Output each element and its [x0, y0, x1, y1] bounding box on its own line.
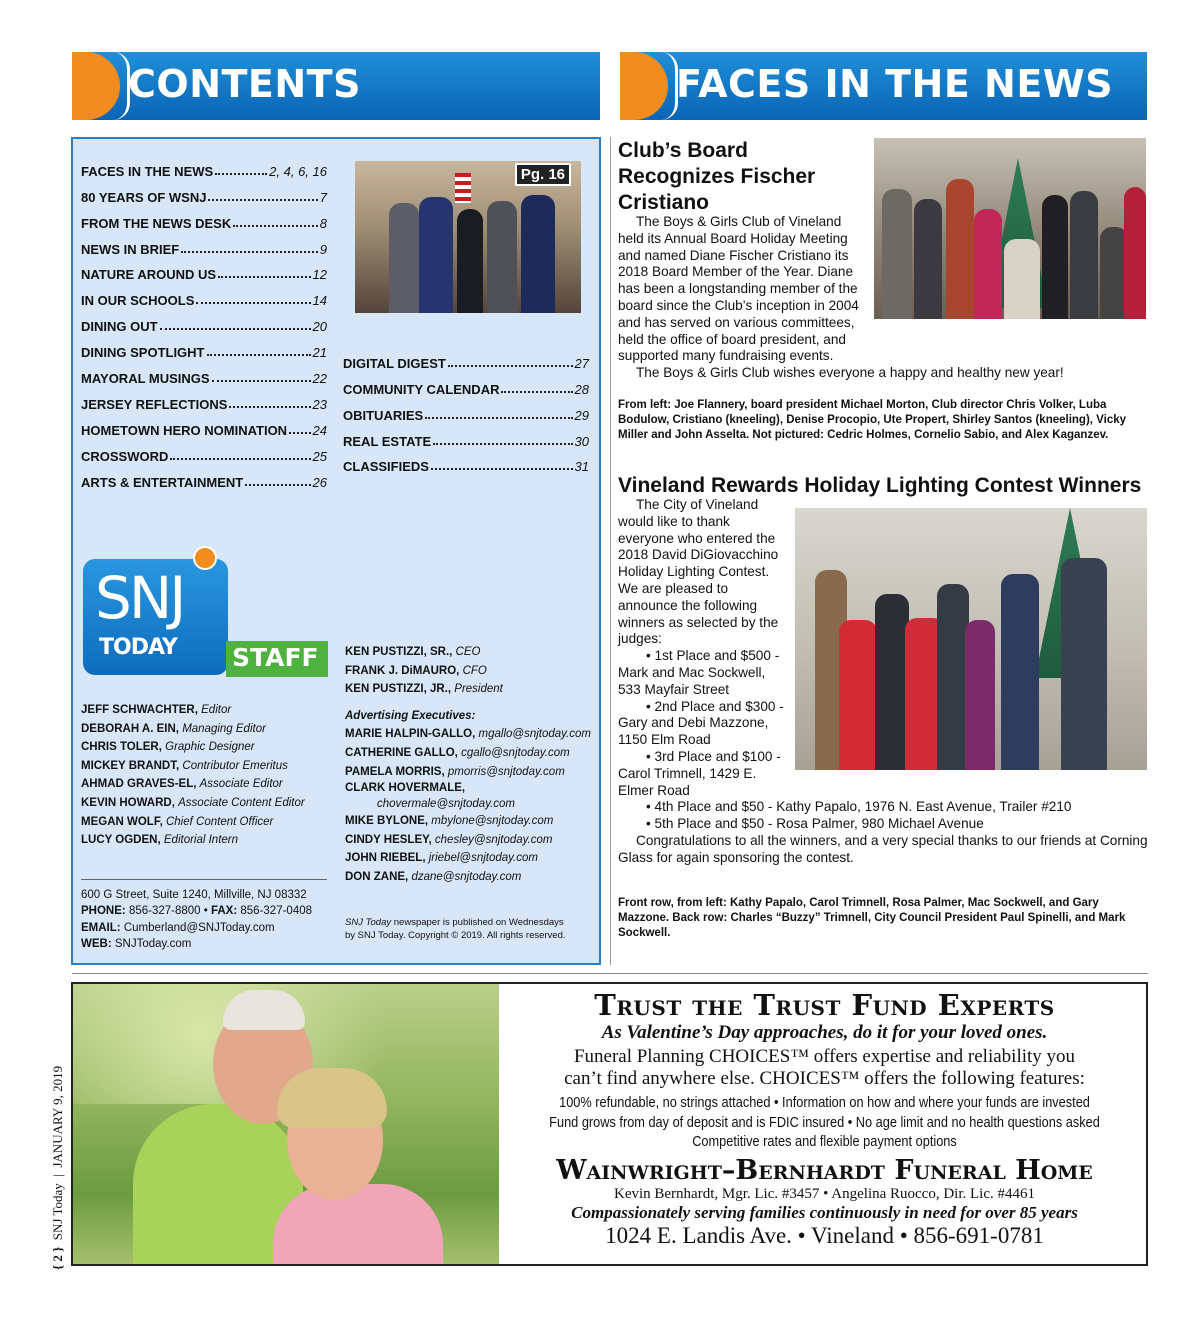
- toc-leader: [170, 458, 310, 460]
- toc-leader: [431, 468, 573, 470]
- email-link[interactable]: dzane@snjtoday.com: [411, 870, 522, 883]
- toc-page-number: 8: [319, 215, 327, 231]
- toc-leader: [181, 251, 318, 253]
- street-address: 600 G Street, Suite 1240, Millville, NJ 08332: [81, 889, 307, 901]
- toc-entry[interactable]: [81, 179, 327, 205]
- advertising-executive: MIKE BYLONE, mbylone@snjtoday.com: [345, 815, 554, 828]
- publication-note: SNJ Today newspaper is published on Wednesdays by SNJ Today. Copyright © 2019. All rights reserved.: [345, 917, 566, 941]
- toc-label: CROSSWORD: [81, 448, 169, 464]
- snj-today-logo: [83, 559, 228, 675]
- staff-member: CHRIS TOLER, Graphic Designer: [81, 741, 255, 754]
- toc-label: HOMETOWN HERO NOMINATION: [81, 422, 288, 438]
- toc-entry[interactable]: [81, 282, 327, 308]
- toc-page-number: 23: [312, 396, 327, 412]
- logo-dot-decoration: [193, 546, 217, 570]
- article-headline: Vineland Rewards Holiday Lighting Contest Winners: [618, 474, 1142, 497]
- executive-member: KEN PUSTIZZI, SR., CEO: [345, 646, 481, 658]
- toc-label: NEWS IN BRIEF: [81, 241, 180, 257]
- advertising-executive: CATHERINE GALLO, cgallo@snjtoday.com: [345, 746, 570, 759]
- toc-entry[interactable]: [343, 449, 589, 475]
- toc-page-number: 9: [319, 241, 327, 257]
- toc-label: COMMUNITY CALENDAR: [343, 381, 500, 397]
- toc-entry[interactable]: [81, 386, 327, 412]
- lighting-article-body: [618, 497, 1148, 867]
- executive-member: KEN PUSTIZZI, JR., President: [345, 683, 503, 696]
- toc-right-list: [343, 345, 589, 474]
- banner-tab-decoration: [72, 52, 120, 120]
- couple-photo: [73, 984, 499, 1264]
- toc-label: FROM THE NEWS DESK: [81, 215, 232, 231]
- column-divider: [610, 137, 611, 965]
- ad-body-line: Funeral Planning CHOICES™ offers expertise and reliability you: [573, 1046, 1076, 1067]
- toc-photo[interactable]: [355, 161, 581, 313]
- toc-page-number: 22: [312, 371, 327, 387]
- toc-leader: [229, 406, 310, 408]
- page-number: { 2 }: [50, 1246, 65, 1270]
- executive-member: FRANK J. DiMAURO, CFO: [345, 664, 487, 677]
- email-link[interactable]: chesley@snjtoday.com: [434, 833, 553, 846]
- toc-left-list: [81, 153, 327, 490]
- toc-leader: [448, 365, 573, 367]
- toc-label: MAYORAL MUSINGS: [81, 371, 210, 387]
- section-divider: [72, 973, 1148, 974]
- funeral-home-advertisement[interactable]: [71, 982, 1148, 1266]
- club-article-body: [618, 214, 1148, 382]
- phone-number[interactable]: 856-327-8800: [128, 905, 201, 918]
- toc-entry[interactable]: [343, 397, 589, 423]
- lighting-contest-article: [618, 473, 1158, 499]
- toc-page-number: 24: [312, 422, 327, 438]
- winner-item: • 5th Place and $50 - Rosa Palmer, 980 Michael Avenue: [646, 816, 984, 832]
- toc-leader: [245, 484, 310, 486]
- winner-item: • 3rd Place and $100 - Carol Trimnell, 1429 E. Elmer Road: [618, 748, 781, 798]
- toc-entry[interactable]: [343, 423, 589, 449]
- staff-member: MICKEY BRANDT, Contributor Emeritus: [81, 759, 288, 772]
- article-paragraph: The Boys & Girls Club of Vineland held its Annual Board Holiday Meeting and named Diane Fischer Cristiano its 2018 Board Member of the Year. Diane has been a longstanding member of the board since the Club’s inception in 2004 and has served on various committees, held the office of board president, and supported many fundraising events.: [618, 214, 859, 364]
- toc-leader: [433, 443, 572, 445]
- toc-label: NATURE AROUND US: [81, 267, 217, 283]
- divider: [81, 879, 327, 880]
- toc-page-number: 28: [574, 381, 589, 397]
- email-link[interactable]: mgallo@snjtoday.com: [478, 728, 591, 741]
- advertising-executive: JOHN RIEBEL, jriebel@snjtoday.com: [345, 852, 538, 865]
- toc-entry[interactable]: [81, 308, 327, 334]
- toc-leader: [207, 354, 311, 356]
- contents-heading: CONTENTS: [128, 62, 361, 106]
- toc-label: OBITUARIES: [343, 407, 424, 423]
- toc-entry[interactable]: [81, 257, 327, 283]
- winner-item: • 4th Place and $50 - Kathy Papalo, 1976 N. East Avenue, Trailer #210: [646, 799, 1072, 815]
- toc-page-number: 2, 4, 6, 16: [269, 163, 327, 179]
- club-photo-caption: From left: Joe Flannery, board president Michael Morton, Club director Chris Volker, Luba Bodulow, Cristiano (kneeling), Denise Procopio, Ute Propert, Shirley Santos (kneeling), Vicky Miller and John Asselta. Not pictured: Cedric Holmes, Cornelio Sabio, and Alex Kaganzev.: [618, 399, 1127, 442]
- page-badge: Pg. 16: [515, 163, 571, 186]
- toc-entry[interactable]: [81, 360, 327, 386]
- staff-list-executive: [345, 643, 595, 887]
- advertising-heading: Advertising Executives:: [345, 709, 476, 722]
- staff-member: LUCY OGDEN, Editorial Intern: [81, 834, 239, 847]
- staff-label: STAFF: [226, 641, 328, 677]
- toc-page-number: 27: [574, 355, 589, 371]
- funeral-home-name: Wainwright–Bernhardt Funeral Home: [556, 1154, 1093, 1186]
- staff-member: AHMAD GRAVES-EL, Associate Editor: [81, 778, 283, 791]
- toc-page-number: 14: [312, 293, 327, 309]
- toc-entry[interactable]: [81, 153, 327, 179]
- winners-list: [618, 648, 1148, 833]
- logo-today-text: TODAY: [99, 635, 177, 660]
- ad-subtitle: As Valentine’s Day approaches, do it for your loved ones.: [601, 1022, 1048, 1043]
- toc-label: IN OUR SCHOOLS: [81, 293, 195, 309]
- toc-label: DINING OUT: [81, 319, 158, 335]
- staff-member: DEBORAH A. EIN, Managing Editor: [81, 722, 266, 735]
- page-footer: { 2 } SNJ Today | JANUARY 9, 2019: [50, 1065, 65, 1270]
- ad-address-phone[interactable]: 1024 E. Landis Ave. • Vineland • 856-691-0781: [605, 1222, 1044, 1248]
- toc-leader: [212, 380, 311, 382]
- email-link[interactable]: pmorris@snjtoday.com: [447, 765, 565, 778]
- toc-label: CLASSIFIEDS: [343, 459, 429, 475]
- toc-page-number: 25: [312, 448, 327, 464]
- staff-member: MEGAN WOLF, Chief Content Officer: [81, 815, 274, 828]
- toc-leader: [425, 417, 572, 419]
- ad-tagline: Compassionately serving families continuously in need for over 85 years: [571, 1202, 1078, 1222]
- toc-leader: [218, 276, 310, 278]
- advertising-executive: DON ZANE, dzane@snjtoday.com: [345, 870, 522, 883]
- staff-member: JEFF SCHWACHTER, Editor: [81, 704, 232, 716]
- toc-label: REAL ESTATE: [343, 433, 432, 449]
- contents-banner: [72, 52, 600, 120]
- toc-entry[interactable]: [81, 412, 327, 438]
- toc-page-number: 12: [312, 267, 327, 283]
- toc-page-number: 21: [312, 345, 327, 361]
- publication-name: SNJ Today: [50, 1183, 65, 1241]
- staff-member: KEVIN HOWARD, Associate Content Editor: [81, 796, 305, 809]
- lighting-photo-caption: Front row, from left: Kathy Papalo, Carol Trimnell, Rosa Palmer, Mac Sockwell, and Gary Mazzone. Back row: Charles “Buzzy” Trimnell, City Council President Paul Spinelli, and Mark Sockwell.: [618, 897, 1126, 940]
- faces-heading: FACES IN THE NEWS: [676, 62, 1114, 106]
- contents-panel: [71, 137, 601, 965]
- toc-page-number: 7: [319, 189, 327, 205]
- article-paragraph: The Boys & Girls Club wishes everyone a happy and healthy new year!: [636, 365, 1064, 381]
- ad-staff-licenses: Kevin Bernhardt, Mgr. Lic. #3457 • Angelina Ruocco, Dir. Lic. #4461: [613, 1185, 1035, 1202]
- email-link[interactable]: chovermale@snjtoday.com: [377, 797, 516, 810]
- toc-label: JERSEY REFLECTIONS: [81, 396, 228, 412]
- toc-leader: [160, 328, 311, 330]
- toc-leader: [289, 432, 310, 434]
- toc-entry[interactable]: [81, 438, 327, 464]
- contact-address: 600 G Street, Suite 1240, Millville, NJ 08332 PHONE: 856-327-8800 • FAX: 856-327-0408 EMAIL: Cumberland@SNJToday.com WEB: SNJToday.com: [81, 887, 341, 952]
- issue-date: JANUARY 9, 2019: [50, 1065, 65, 1168]
- fax-number: 856-327-0408: [240, 905, 313, 918]
- toc-leader: [501, 391, 572, 393]
- toc-page-number: 26: [312, 474, 327, 490]
- toc-entry[interactable]: [81, 464, 327, 490]
- toc-label: ARTS & ENTERTAINMENT: [81, 474, 244, 490]
- ad-body-line: can’t find anywhere else. CHOICES™ offers the following features:: [564, 1068, 1085, 1089]
- winner-item: • 1st Place and $500 - Mark and Mac Sockwell, 533 Mayfair Street: [618, 648, 780, 697]
- toc-entry[interactable]: [81, 334, 327, 360]
- toc-page-number: 30: [574, 433, 589, 449]
- toc-label: FACES IN THE NEWS: [81, 163, 214, 179]
- advertising-executive: PAMELA MORRIS, pmorris@snjtoday.com: [345, 765, 565, 778]
- ad-title: Trust the Trust Fund Experts: [594, 988, 1055, 1022]
- toc-label: DIGITAL DIGEST: [343, 355, 446, 371]
- banner-tab-decoration: [620, 52, 668, 120]
- club-board-article: [618, 138, 1158, 216]
- email-link[interactable]: Cumberland@SNJToday.com: [123, 921, 275, 934]
- logo-snj-text: SNJ: [95, 564, 184, 632]
- advertising-executive: CLARK HOVERMALE, chovermale@snjtoday.com: [345, 782, 516, 810]
- toc-label: 80 YEARS OF WSNJ: [81, 189, 207, 205]
- article-paragraph: The City of Vineland would like to thank everyone who entered the 2018 David DiGiovacchino Holiday Lighting Contest. We are pleased to announce the following winners as selected by the judges:: [618, 497, 779, 647]
- winner-item: • 2nd Place and $300 - Gary and Debi Mazzone, 1150 Elm Road: [618, 698, 784, 748]
- advertising-executive: CINDY HESLEY, chesley@snjtoday.com: [345, 833, 553, 846]
- email-link[interactable]: jriebel@snjtoday.com: [428, 852, 538, 865]
- toc-label: DINING SPOTLIGHT: [81, 345, 205, 361]
- toc-page-number: 31: [574, 459, 589, 475]
- ad-text-block: [503, 984, 1146, 1249]
- advertising-executive: MARIE HALPIN-GALLO, mgallo@snjtoday.com: [345, 728, 591, 741]
- toc-leader: [233, 225, 318, 227]
- email-link[interactable]: mbylone@snjtoday.com: [431, 815, 554, 828]
- staff-list-editorial: [81, 701, 331, 850]
- faces-banner: [620, 52, 1147, 120]
- toc-leader: [215, 173, 267, 175]
- toc-page-number: 20: [312, 319, 327, 335]
- toc-leader: [196, 302, 310, 304]
- email-link[interactable]: cgallo@snjtoday.com: [461, 746, 570, 759]
- toc-entry[interactable]: [81, 205, 327, 231]
- toc-entry[interactable]: [81, 231, 327, 257]
- toc-entry[interactable]: [343, 345, 589, 371]
- toc-page-number: 29: [574, 407, 589, 423]
- article-headline: Club’s Board Recognizes Fischer Cristiano: [618, 139, 816, 214]
- web-link[interactable]: SNJToday.com: [114, 937, 192, 950]
- ad-features: 100% refundable, no strings attached • Information on how and where your funds are invested Fund grows from day of deposit and is FDIC insured • No age limit and no health questions asked Competitive rates and flexible payment options: [549, 1095, 1100, 1150]
- toc-leader: [208, 199, 317, 201]
- article-paragraph: Congratulations to all the winners, and a very special thanks to our friends at Corning Glass for again sponsoring the contest.: [618, 832, 1148, 865]
- toc-entry[interactable]: [343, 371, 589, 397]
